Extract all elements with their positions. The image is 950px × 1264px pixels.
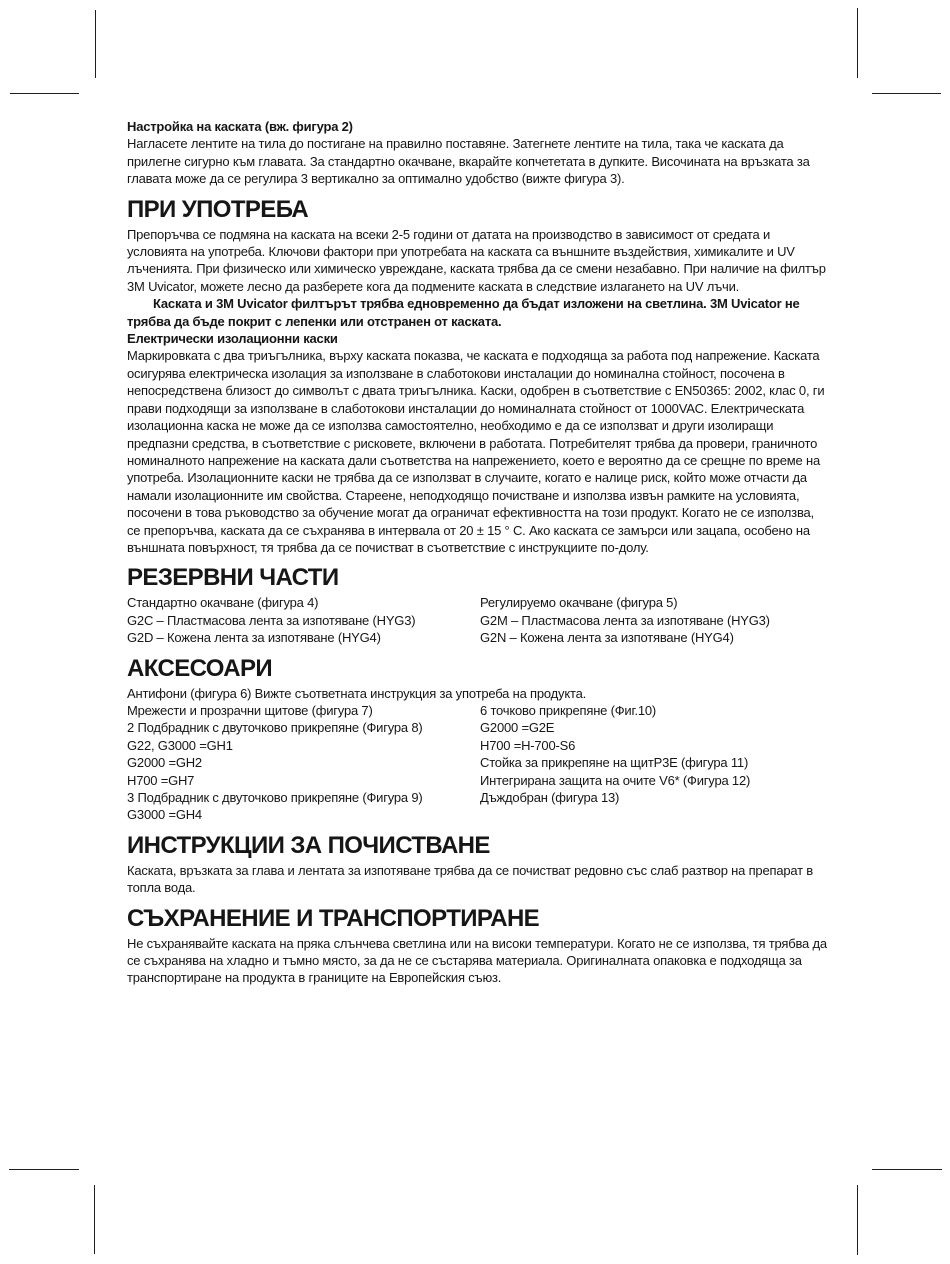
accessory-item: 2 Подбрадник с двуточково прикрепяне (Фигура 8) xyxy=(127,720,423,736)
setup-subheading: Настройка на каската (вж. фигура 2) xyxy=(127,119,353,134)
spare-part-item: G2D – Кожена лента за изпотяване (HYG4) xyxy=(127,630,381,646)
accessory-item: G2000 =G2E xyxy=(480,720,555,736)
crop-mark-top-left-horizontal xyxy=(10,93,79,94)
spare-part-item: G2C – Пластмасова лента за изпотяване (HYG3) xyxy=(127,612,416,628)
spare-part-item: G2M – Пластмасова лента за изпотяване (HYG3) xyxy=(480,612,770,628)
setup-paragraph: Нагласете лентите на тила до постигане на правилно поставяне. Затегнете лентите на тила, така че каската да прилегне сигурно към главата. За стандартно окачване, вкарайте копчететата в дупките. Височината на връзката за главата може да се регулира 3 вертикално за оптимално удобство (вижте фигура 3). xyxy=(127,136,810,187)
accessories-column-left xyxy=(127,702,480,824)
spare-parts-column-right xyxy=(480,594,827,646)
section-heading-accessories: АКСЕСОАРИ xyxy=(127,654,272,682)
section-heading-spare-parts: РЕЗЕРВНИ ЧАСТИ xyxy=(127,564,339,592)
electrical-subheading: Електрически изолационни каски xyxy=(127,331,338,347)
electrical-paragraph: Маркировката с два триъгълника, върху каската показва, че каската е подходяща за работа под напрежение. Каската осигурява електрическа изолация за използване в слаботокови инсталации до номинална стойност, посочена в непосредствена близост до символът с двата триъгълника. Каски, одобрен в съответствие с EN50365: 2002, клас 0, ги прави подходящи за използване в слаботокови инсталации до номиналната стойност от 1000VAC. Електрическата изолационна каска не може да се използва самостоятелно, необходимо е да се използват и други изолиращи предпазни средства, в съответствие с рисковете, включени в работата. Потребителят трябва да провери, граничното номиналното напрежение на каската дали съответства на напрежението, което е вероятно да се срещне по време на употреба. Изолационните каски не трябва да се използват в случаите, когато е налице риск, който може отчасти да намали изолационните им свойства. Стареене, неподходящо почистване и използва извън рамките на условията, посочени в това ръководство за обучение могат да ограничат ефективността на този продукт. Когато не се използва, се препоръчва, каската да се съхранява в интервала от 20 ± 15 ° C. Ако каската се замърси или зацапа, особено на външната повърхност, тя трябва да се почистват в съответствие с инструкциите по-долу. xyxy=(127,348,825,555)
spare-part-item: Регулируемо окачване (фигура 5) xyxy=(480,595,678,611)
accessories-intro: Антифони (фигура 6) Вижте съответната инструкция за употреба на продукта. xyxy=(127,685,587,701)
accessory-item: Дъждобран (фигура 13) xyxy=(480,790,620,805)
crop-mark-top-right-horizontal xyxy=(872,93,941,94)
cleaning-paragraph: Каската, връзката за глава и лентата за изпотяване трябва да се почистват редовно със слаб разтвор на препарат в топла вода. xyxy=(127,862,813,896)
section-heading-cleaning: ИНСТРУКЦИИ ЗА ПОЧИСТВАНЕ xyxy=(127,831,490,859)
accessory-item: 3 Подбрадник с двуточково прикрепяне (Фигура 9) xyxy=(127,790,423,805)
accessory-item: 6 точково прикрепяне (Фиг.10) xyxy=(480,702,657,718)
accessory-item: H700 =H-700-S6 xyxy=(480,737,576,753)
section-heading-storage: СЪХРАНЕНИЕ И ТРАНСПОРТИРАНЕ xyxy=(127,904,540,932)
accessories-column-right xyxy=(480,702,827,824)
accessory-item: G2000 =GH2 xyxy=(127,755,202,771)
crop-mark-bottom-left-vertical xyxy=(94,1185,95,1254)
accessory-item: G22, G3000 =GH1 xyxy=(127,737,233,753)
in-use-paragraph: Препоръчва се подмяна на каската на всеки 2-5 години от датата на производство в зависимост от средата и условията на употреба. Ключови фактори при употребата на каската са външните въздействия, химикалите и UV лъченията. При физическо или химическо увреждане, каската трябва да се смени незабавно. При наличие на филтър 3M Uvicator, можете лесно да разберете кога да подмените каската в следствие излагането на UV лъчи. xyxy=(127,226,826,294)
crop-mark-top-right-vertical xyxy=(857,8,858,78)
document-content xyxy=(127,118,827,987)
accessory-item: G3000 =GH4 xyxy=(127,807,202,823)
crop-mark-bottom-right-vertical xyxy=(857,1185,858,1255)
accessory-item: Интегрирана защита на очите V6* (Фигура 12) xyxy=(480,772,751,788)
section-heading-in-use: ПРИ УПОТРЕБА xyxy=(127,195,309,223)
accessory-item: Стойка за прикрепяне на щитP3E (фигура 11) xyxy=(480,755,749,771)
crop-mark-bottom-right-horizontal xyxy=(872,1169,942,1170)
accessories-columns xyxy=(127,702,827,824)
crop-mark-top-left-vertical xyxy=(95,10,96,78)
crop-mark-bottom-left-horizontal xyxy=(9,1169,79,1170)
storage-paragraph: Не съхранявайте каската на пряка слънчева светлина или на високи температури. Когато не се използва, тя трябва да се съхранява на хладно и тъмно място, за да не се състарява материала. Оригиналната опаковка е подходяща за транспортиране на продукта в границите на Европейския съюз. xyxy=(127,935,827,986)
uvicator-note: Каската и 3M Uvicator филтърът трябва едновременно да бъдат изложени на светлина. 3M Uvicator не трябва да бъде покрит с лепенки или отстранен от каската. xyxy=(127,296,800,329)
spare-part-item: G2N – Кожена лента за изпотяване (HYG4) xyxy=(480,630,734,646)
accessory-item: H700 =GH7 xyxy=(127,772,195,788)
spare-part-item: Стандартно окачване (фигура 4) xyxy=(127,595,319,611)
spare-parts-column-left xyxy=(127,594,480,646)
spare-parts-columns xyxy=(127,594,827,646)
accessory-item: Мрежести и прозрачни щитове (фигура 7) xyxy=(127,702,373,718)
